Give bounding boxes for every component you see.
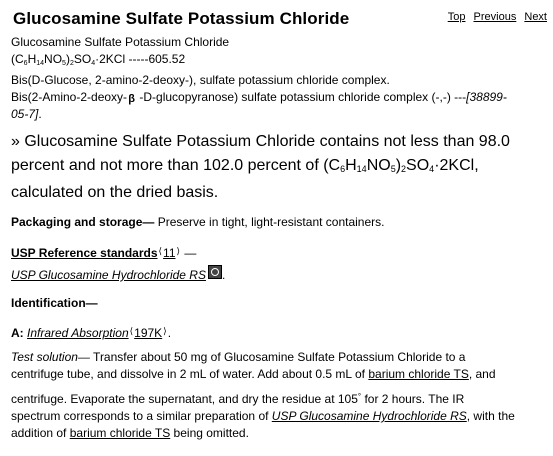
chem-name-part: Bis(2-Amino-2-deoxy- [11,90,128,104]
packaging-storage [11,214,547,230]
formula-part: SO [406,157,430,174]
brace-close: ⟩ [163,326,167,336]
section-text: Preserve in tight, light-resistant containers. [154,215,385,229]
reference-standard-line [11,265,547,283]
brace-close: ⟩ [176,246,181,256]
formula-part: NO [366,157,391,174]
solution-line-3 [11,388,547,408]
identification-heading: Identification— [11,296,98,310]
definition-paragraph [11,130,547,205]
solution-line-5 [11,425,547,442]
formula-sub: 5 [62,60,66,67]
solution-text: , with the [466,409,515,423]
formula-sub: 2 [401,164,407,174]
test-prefix: A: [11,326,27,340]
formula-sub: 14 [36,60,45,67]
solution-line-4 [11,408,547,425]
solution-text: Transfer about 50 mg of Glucosamine Sulfate Potassium Chloride to a [89,350,466,364]
section-label: Packaging and storage— [11,215,155,229]
solution-text: centrifuge. Evaporate the supernatant, and dry the residue at 105 [11,392,358,406]
dash: — [181,246,197,260]
formula-part: ) [395,157,402,174]
solution-text: being omitted. [170,426,249,440]
formula-sub: 6 [340,164,346,174]
molecular-formula [11,51,547,72]
formula-part: H [27,52,37,66]
formula-sub: 5 [390,164,396,174]
period: . [221,268,226,282]
chapter-197k-link[interactable]: 197K [134,326,163,340]
solution-text: for 2 hours. The IR [361,392,465,406]
header [11,0,547,34]
definition-line-3: calculated on the dried basis. [11,184,219,201]
definition-line-1: » Glucosamine Sulfate Potassium Chloride contains not less than 98.0 [11,133,510,150]
monograph-name: Glucosamine Sulfate Potassium Chloride [11,35,230,49]
solution-line-1 [11,349,547,366]
barium-chloride-ts-link[interactable]: barium chloride TS [69,426,171,440]
monograph-header-block [11,34,547,123]
period: . [167,326,172,340]
cas-number: [38899- [466,90,507,104]
glucosamine-hcl-rs-link[interactable]: USP Glucosamine Hydrochloride RS [11,268,206,282]
formula-part: (C [11,52,24,66]
nav-links [443,11,547,23]
formula-sub: 6 [23,60,28,67]
definition-part: ·2KCl, [434,157,479,174]
formula-sub: 4 [91,60,96,67]
degree-symbol: ° [357,392,362,401]
molecular-weight: 605.52 [148,52,186,66]
nav-top-link[interactable]: Top [447,11,466,23]
formula-part: H [345,157,357,174]
formula-part: ·2KCl [95,52,126,66]
formula-sub: 2 [69,60,74,67]
infrared-absorption-link[interactable]: Infrared Absorption [27,326,129,340]
solution-text: spectrum corresponds to a similar preparation of [11,409,272,423]
page-title: Glucosamine Sulfate Potassium Chloride [13,9,350,28]
chem-name-part: -D-glucopyranose) sulfate potassium chloride complex (-,-) --- [136,90,467,104]
usp-reference-link[interactable]: USP Reference standards [11,246,158,260]
formula-part: NO [44,52,63,66]
cas-number: 05-7] [11,107,39,121]
chemical-name-1: Bis(D-Glucose, 2-amino-2-deoxy-), sulfate potassium chloride complex. [11,73,390,87]
glucosamine-hcl-rs-link[interactable]: USP Glucosamine Hydrochloride RS [271,409,467,423]
definition-line-2 [11,154,547,181]
definition-part: percent and not more than 102.0 percent of (C [11,157,341,174]
cas-tail: . [38,107,42,121]
solution-text: , and [468,367,496,381]
monograph-page [11,0,547,442]
solution-label: Test solution— [11,350,90,364]
formula-part: SO [73,52,92,66]
brace-open: ⟨ [129,326,134,336]
solution-text: addition of [11,426,70,440]
rs-catalog-icon[interactable] [208,265,222,279]
formula-sub: 4 [429,164,435,174]
chapter-11-link[interactable]: 11 [163,246,176,260]
beta-icon: β [128,93,135,105]
test-solution-paragraph [11,349,547,442]
nav-previous-link[interactable]: Previous [473,11,517,23]
chemical-name-2 [11,89,547,106]
brace-open: ⟨ [158,246,163,256]
barium-chloride-ts-link[interactable]: barium chloride TS [368,367,469,381]
nav-next-link[interactable]: Next [524,11,547,23]
usp-reference-standards [11,243,547,261]
test-a [11,323,547,341]
formula-part: ) [65,52,70,66]
solution-line-2 [11,366,547,383]
formula-sub: 14 [356,164,367,174]
cas-continuation [11,106,547,123]
solution-text: centrifuge tube, and dissolve in 2 mL of water. Add about 0.5 mL of [11,367,369,381]
formula-dashes: ----- [125,52,149,66]
